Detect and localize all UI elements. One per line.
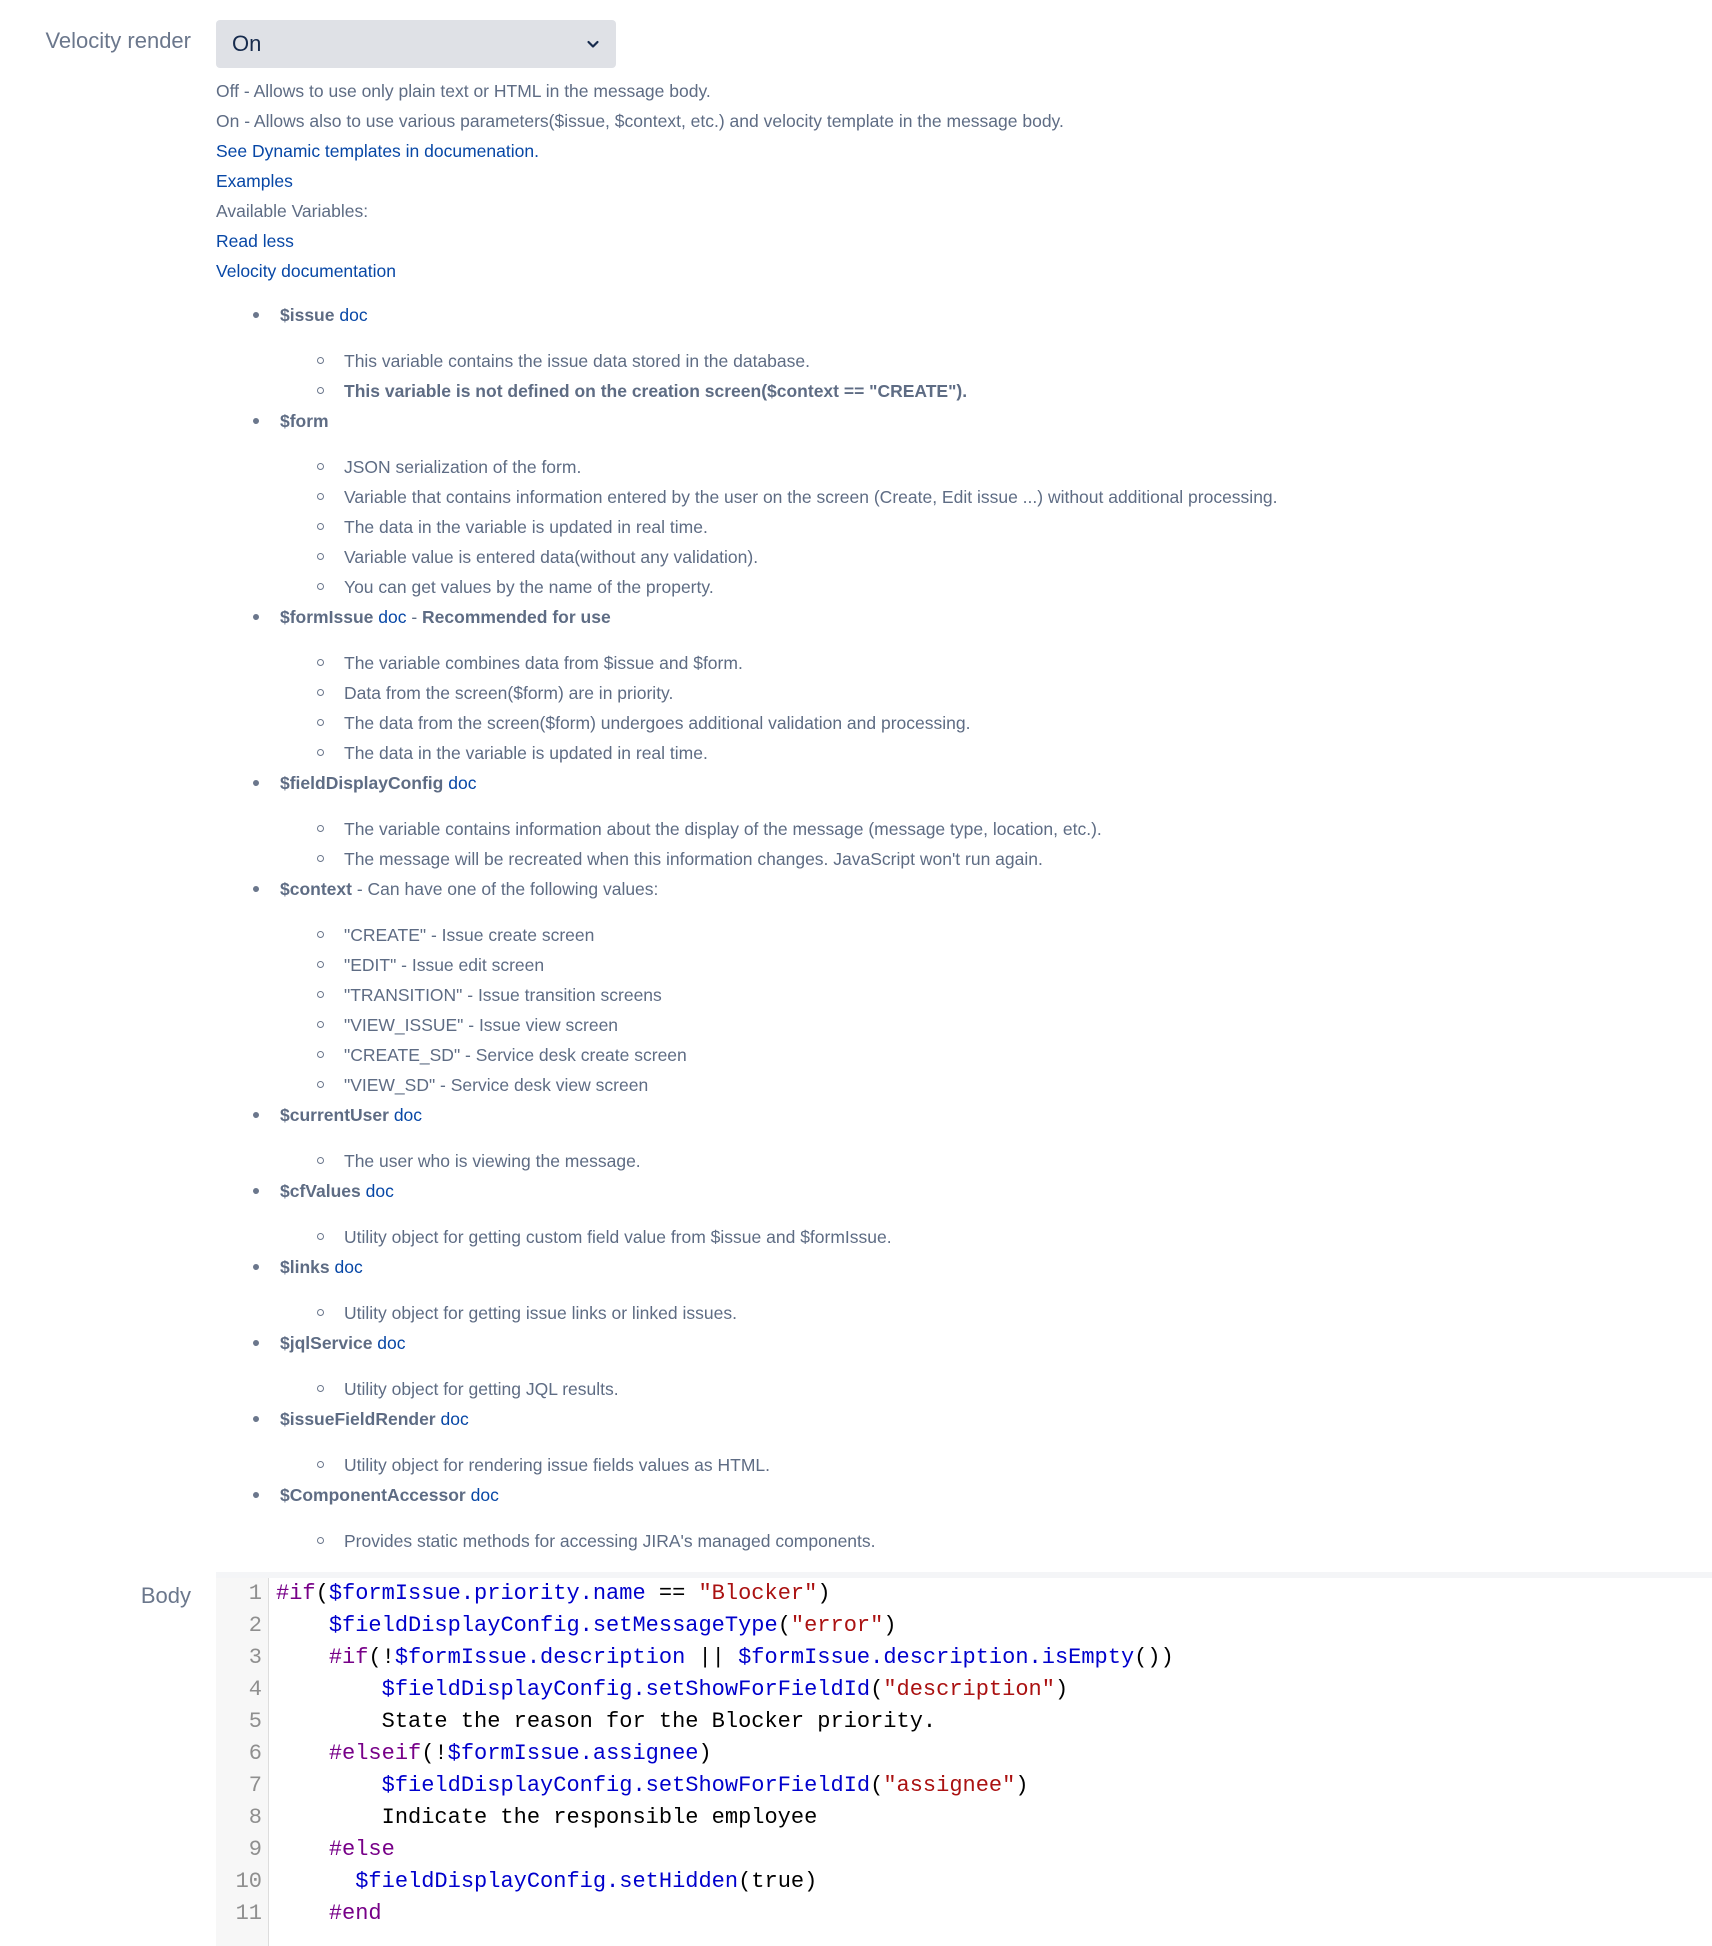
code-content [276,1674,1068,1706]
code-content [276,1834,395,1866]
variable-item [216,874,1696,904]
code-text [276,1677,382,1702]
variable-name: $form [280,411,329,431]
code-variable: $formIssue.priority.name [328,1581,646,1606]
code-text: State the reason for the Blocker priority. [276,1709,937,1734]
variable-detail-item: The data from the screen($form) undergoes additional validation and processing. [216,708,1696,738]
line-number: 1 [248,1581,262,1606]
variable-detail-item: "CREATE" - Issue create screen [216,920,1696,950]
variable-detail-item: The variable contains information about the display of the message (message type, location, etc.). [216,814,1696,844]
variable-description: - Can have one of the following values: [351,879,659,899]
variable-detail-item: The message will be recreated when this information changes. JavaScript won't run again. [216,844,1696,874]
variable-detail-item: The user who is viewing the message. [216,1146,1696,1176]
variable-doc-link[interactable]: doc [440,1409,469,1429]
code-text: (! [421,1741,448,1766]
code-content [276,1802,817,1834]
variable-details [216,330,1696,406]
code-keyword: #if [276,1581,316,1606]
variable-name: $formIssue [280,607,374,627]
line-number: 5 [248,1709,262,1734]
variable-item [216,1404,1696,1434]
variables-list [216,300,1696,1556]
code-content [276,1706,936,1738]
line-number: 7 [248,1773,262,1798]
variable-details [216,1434,1696,1480]
code-string: "error" [790,1613,884,1638]
code-text: ) [817,1581,831,1606]
code-string: "assignee" [883,1773,1016,1798]
variable-detail-item: You can get values by the name of the property. [216,572,1696,602]
code-text [276,1837,329,1862]
variable-detail-item: "VIEW_ISSUE" - Issue view screen [216,1010,1696,1040]
code-content [276,1578,831,1610]
code-text: == [645,1581,699,1606]
code-variable: $fieldDisplayConfig.setShowForFieldId [381,1677,871,1702]
line-number: 9 [248,1837,262,1862]
variable-item [216,1252,1696,1282]
code-text [276,1901,329,1926]
code-content [276,1738,712,1770]
variable-detail-item: Utility object for rendering issue fields values as HTML. [216,1450,1696,1480]
code-variable: $fieldDisplayConfig.setShowForFieldId [381,1773,871,1798]
variable-detail-item: The variable combines data from $issue and $form. [216,648,1696,678]
variable-name: $ComponentAccessor [280,1485,466,1505]
variable-detail-item: Data from the screen($form) are in priority. [216,678,1696,708]
velocity-render-selected-value: On [232,31,262,56]
variable-doc-link[interactable]: doc [470,1485,499,1505]
variable-detail-item: Utility object for getting JQL results. [216,1374,1696,1404]
code-content [276,1642,1174,1674]
code-string: "Blocker" [698,1581,818,1606]
variable-detail-item: Utility object for getting issue links or linked issues. [216,1298,1696,1328]
variable-details [216,1282,1696,1328]
code-text: (! [368,1645,395,1670]
variable-detail-item: Variable value is entered data(without any validation). [216,542,1696,572]
code-variable: $formIssue.assignee [447,1741,699,1766]
variable-detail-item: "EDIT" - Issue edit screen [216,950,1696,980]
velocity-render-select[interactable] [216,20,616,68]
dynamic-templates-link[interactable]: See Dynamic templates in documenation [216,141,535,161]
variable-detail-item: Variable that contains information entered by the user on the screen (Create, Edit issue ...) without additional processing. [216,482,1696,512]
code-text [276,1869,355,1894]
code-content [276,1866,817,1898]
variable-details [216,1358,1696,1404]
body-code-editor[interactable] [216,1572,1712,1946]
code-text: ) [883,1613,897,1638]
velocity-render-label: Velocity render [45,28,191,53]
code-text: ) [1054,1677,1069,1702]
variable-detail-item: "VIEW_SD" - Service desk view screen [216,1070,1696,1100]
variable-doc-link[interactable]: doc [378,607,407,627]
code-variable: $formIssue.description [394,1645,686,1670]
variable-detail-item: "TRANSITION" - Issue transition screens [216,980,1696,1010]
examples-link[interactable]: Examples [216,171,293,191]
code-variable: $fieldDisplayConfig.setMessageType [328,1613,778,1638]
variable-item [216,1100,1696,1130]
variable-name: $issue [280,305,335,325]
line-number: 10 [235,1869,262,1894]
body-label: Body [140,1583,191,1608]
code-string: "description" [883,1677,1055,1702]
variable-item [216,602,1696,632]
code-text: ( [870,1677,884,1702]
code-text: || [685,1645,739,1670]
code-text: ) [698,1741,712,1766]
code-text: ()) [1134,1645,1174,1670]
line-number: 11 [235,1901,262,1926]
variable-detail-item: "CREATE_SD" - Service desk create screen [216,1040,1696,1070]
variable-item [216,300,1696,330]
code-text [276,1741,329,1766]
velocity-documentation-link[interactable]: Velocity documentation [216,261,396,281]
code-text: Indicate the responsible employee [276,1805,818,1830]
help-see-docs [216,136,1696,166]
variable-details [216,904,1696,1100]
variable-name: $cfValues [280,1181,361,1201]
variable-detail-item: The data in the variable is updated in real time. [216,512,1696,542]
variable-name: $currentUser [280,1105,389,1125]
variable-doc-link[interactable]: doc [393,1105,423,1125]
variable-description: - [406,607,423,627]
variable-name: $jqlService [280,1333,373,1353]
code-text: ( [315,1581,329,1606]
code-content [276,1898,382,1930]
code-text: ) [1015,1773,1029,1798]
variable-details [216,436,1696,602]
variable-name: $links [280,1257,330,1277]
variable-item [216,1328,1696,1358]
velocity-render-help [216,76,1696,286]
code-keyword: #elseif [328,1741,422,1766]
variable-item [216,1176,1696,1206]
variable-name: $issueFieldRender [280,1409,436,1429]
variable-details [216,1510,1696,1556]
line-number: 3 [248,1645,262,1670]
variable-item [216,1480,1696,1510]
chevron-down-icon [586,31,600,57]
help-off-text: Off - Allows to use only plain text or HTML in the message body. [216,81,711,101]
variable-details [216,798,1696,874]
variable-doc-link[interactable]: doc [377,1333,406,1353]
code-text [276,1645,329,1670]
variable-name: $fieldDisplayConfig [280,773,444,793]
code-text: ( [870,1773,884,1798]
see-docs-period: . [534,141,539,161]
variable-doc-link[interactable]: doc [334,1257,363,1277]
code-text: (true) [738,1869,818,1894]
code-variable: $fieldDisplayConfig.setHidden [355,1869,739,1894]
code-content [276,1610,897,1642]
variable-recommendation: Recommended for use [422,607,611,627]
variable-detail-item: The data in the variable is updated in real time. [216,738,1696,768]
variable-details [216,1206,1696,1252]
help-on-text: On - Allows also to use various parameters($issue, $context, etc.) and velocity template in the message body. [216,111,1064,131]
variable-detail-item: Utility object for getting custom field value from $issue and $formIssue. [216,1222,1696,1252]
code-content [276,1770,1029,1802]
variable-doc-link[interactable]: doc [448,773,477,793]
code-text [276,1613,329,1638]
variable-detail-item: This variable contains the issue data stored in the database. [216,346,1696,376]
line-number: 2 [248,1613,262,1638]
available-variables-label: Available Variables: [216,201,369,221]
read-less-link[interactable]: Read less [216,231,294,251]
code-keyword: #if [328,1645,369,1670]
variable-item [216,406,1696,436]
code-keyword: #else [328,1837,395,1862]
variable-name: $context [280,879,352,899]
variable-doc-link[interactable]: doc [339,305,368,325]
variable-doc-link[interactable]: doc [365,1181,394,1201]
variable-details [216,1130,1696,1176]
line-number: 6 [248,1741,262,1766]
line-number: 8 [248,1805,262,1830]
code-keyword: #end [328,1901,382,1926]
variable-item [216,768,1696,798]
variable-detail-item: This variable is not defined on the creation screen($context == "CREATE"). [216,376,1696,406]
code-text [276,1773,382,1798]
code-variable: $formIssue.description.isEmpty [738,1645,1135,1670]
variable-detail-item: Provides static methods for accessing JIRA's managed components. [216,1526,1696,1556]
variable-detail-item: JSON serialization of the form. [216,452,1696,482]
code-text: ( [777,1613,791,1638]
variable-details [216,632,1696,768]
line-number: 4 [248,1677,262,1702]
